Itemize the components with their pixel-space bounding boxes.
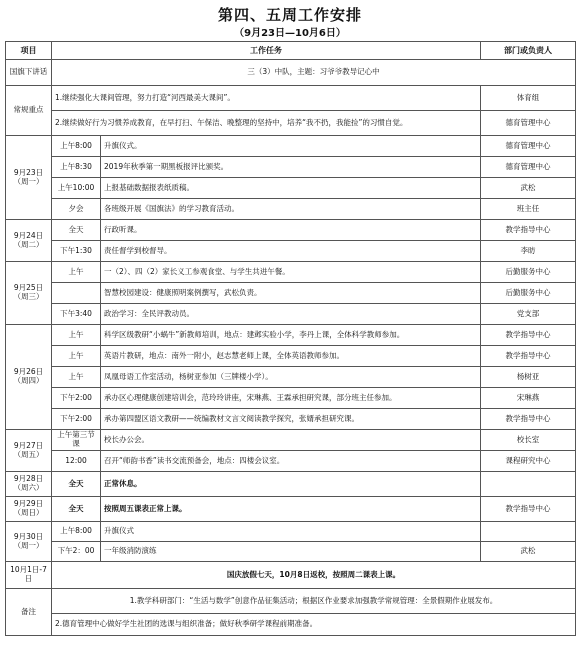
date-cell: 9月30日（周一） — [6, 522, 52, 562]
table-row — [6, 220, 576, 241]
dept-cell: 教学指导中心 — [481, 409, 576, 430]
time-cell: 上午第三节课 — [52, 430, 101, 451]
time-cell: 上午8:00 — [52, 136, 101, 157]
date-cell: 9月26日（周四） — [6, 325, 52, 430]
time-cell: 下午2：00 — [52, 542, 101, 562]
table-row — [6, 136, 576, 157]
table-row — [6, 325, 576, 346]
time-cell: 上午8:30 — [52, 157, 101, 178]
dept-cell: 教学指导中心 — [481, 325, 576, 346]
task-cell: 上报基础数据报表纸质稿。 — [101, 178, 481, 199]
time-cell: 下午1:30 — [52, 241, 101, 262]
note-cell: 2.德育管理中心做好学生社团的选课与组织准备；做好秋季研学课程前期准备。 — [52, 614, 576, 636]
date-cell: 9月29日（周日） — [6, 497, 52, 522]
dept-cell: 教学指导中心 — [481, 346, 576, 367]
table-row — [6, 304, 576, 325]
task-cell: 召开“师韵书香”读书交流预备会，地点：四楼会议室。 — [101, 451, 481, 472]
time-cell: 上午 — [52, 325, 101, 346]
task-cell: 1.继续强化大课间管理，努力打造“河西最美大课间”。 — [52, 86, 481, 111]
header-project: 项目 — [6, 42, 52, 60]
dept-cell: 武松 — [481, 542, 576, 562]
dept-cell: 班主任 — [481, 199, 576, 220]
table-row — [6, 614, 576, 636]
table-row — [6, 562, 576, 589]
dept-cell: 后勤服务中心 — [481, 262, 576, 283]
dept-cell: 体育组 — [481, 86, 576, 111]
task-cell: 承办区心理健康创建培训会，范玲玲讲座，宋琳燕、王霖承担研究课，部分班主任参加。 — [101, 388, 481, 409]
date-cell: 9月24日（周二） — [6, 220, 52, 262]
table-row — [6, 346, 576, 367]
table-row — [6, 542, 576, 562]
dept-cell: 教学指导中心 — [481, 497, 576, 522]
table-row — [6, 367, 576, 388]
time-cell: 下午2:00 — [52, 388, 101, 409]
dept-cell: 德育管理中心 — [481, 136, 576, 157]
task-cell: 一年级消防演练 — [101, 542, 481, 562]
table-header-row — [6, 42, 576, 60]
dept-cell: 校长室 — [481, 430, 576, 451]
date-cell: 10月1日-7日 — [6, 562, 52, 589]
note-cell: 1.教学科研部门：“生活与数学”创意作品征集活动；根据区作业要求加强教学常规管理：全景假期作业展发布。 — [52, 589, 576, 614]
table-row — [6, 283, 576, 304]
task-cell: 校长办公会。 — [101, 430, 481, 451]
time-cell: 下午3:40 — [52, 304, 101, 325]
task-cell: 国庆放假七天，10月8日返校，按照周二课表上课。 — [52, 562, 576, 589]
task-cell: 智慧校园建设：健康照明案例撰写，武松负责。 — [101, 283, 481, 304]
dept-cell: 德育管理中心 — [481, 111, 576, 136]
task-cell: 按照周五课表正常上课。 — [101, 497, 481, 522]
time-cell: 上午8:00 — [52, 522, 101, 542]
dept-cell: 教学指导中心 — [481, 220, 576, 241]
table-row — [6, 199, 576, 220]
header-task: 工作任务 — [52, 42, 481, 60]
table-row — [6, 472, 576, 497]
dept-cell: 德育管理中心 — [481, 157, 576, 178]
task-cell: 政治学习：全民评教动员。 — [101, 304, 481, 325]
page-title: 第四、五周工作安排 — [217, 6, 362, 24]
dept-cell — [481, 472, 576, 497]
table-row — [6, 157, 576, 178]
task-cell: 承办第四盟区语文教研——统编教材文言文阅读教学探究，张婿承担研究课。 — [101, 409, 481, 430]
row-label: 国旗下讲话 — [6, 60, 52, 86]
table-row — [6, 86, 576, 111]
task-cell: 2.继续做好行为习惯养成教育，在早打扫、午保洁、晚整理的坚持中，培养“我不扔，我能捡”的习惯自觉。 — [52, 111, 481, 136]
table-row — [6, 241, 576, 262]
dept-cell: 后勤服务中心 — [481, 283, 576, 304]
dept-cell — [481, 522, 576, 542]
task-cell: 凤凰母语工作室活动，杨树亚参加（三牌楼小学）。 — [101, 367, 481, 388]
schedule-table — [5, 41, 576, 636]
dept-cell: 党支部 — [481, 304, 576, 325]
dept-cell: 武松 — [481, 178, 576, 199]
table-row — [6, 388, 576, 409]
date-cell: 9月25日（周三） — [6, 262, 52, 325]
row-label: 备注 — [6, 589, 52, 636]
task-cell: 正常休息。 — [101, 472, 481, 497]
page-subtitle: （9月23日—10月6日） — [234, 28, 346, 39]
table-row — [6, 111, 576, 136]
task-cell: 各班级开展《国旗法》的学习教育活动。 — [101, 199, 481, 220]
task-cell: 升旗仪式。 — [101, 136, 481, 157]
task-cell: 英语片教研，地点：南外一附小，赵志慧老师上课，全体英语教师参加。 — [101, 346, 481, 367]
dept-cell: 杨树亚 — [481, 367, 576, 388]
table-row — [6, 451, 576, 472]
time-cell: 全天 — [52, 497, 101, 522]
header-dept: 部门或负责人 — [481, 42, 576, 60]
dept-cell: 宋琳燕 — [481, 388, 576, 409]
table-row — [6, 178, 576, 199]
date-cell: 9月28日（周六） — [6, 472, 52, 497]
table-row — [6, 589, 576, 614]
row-label: 常规重点 — [6, 86, 52, 136]
time-cell: 全天 — [52, 220, 101, 241]
table-row — [6, 430, 576, 451]
time-cell: 12:00 — [52, 451, 101, 472]
date-cell: 9月23日（周一） — [6, 136, 52, 220]
task-cell: 行政听课。 — [101, 220, 481, 241]
task-cell: 责任督学到校督导。 — [101, 241, 481, 262]
task-cell: 科学区级教研“小蜗牛”新教师培训，地点：建邺实验小学，李丹上课，全体科学教师参加。 — [101, 325, 481, 346]
table-row — [6, 409, 576, 430]
time-cell: 上午 — [52, 367, 101, 388]
time-cell: 上午 — [52, 262, 101, 283]
time-cell: 上午 — [52, 346, 101, 367]
date-cell: 9月27日（周五） — [6, 430, 52, 472]
task-cell: 三（3）中队，主题：习爷爷教导记心中 — [52, 60, 576, 86]
time-cell: 上午10:00 — [52, 178, 101, 199]
task-cell: 一（2）、四（2）家长义工参观食堂、与学生共进午餐。 — [101, 262, 481, 283]
dept-cell: 课程研究中心 — [481, 451, 576, 472]
task-cell: 升旗仪式 — [101, 522, 481, 542]
time-cell — [52, 283, 101, 304]
task-cell: 2019年秋季第一期黑板报评比颁奖。 — [101, 157, 481, 178]
time-cell: 夕会 — [52, 199, 101, 220]
time-cell: 下午2:00 — [52, 409, 101, 430]
dept-cell: 李昉 — [481, 241, 576, 262]
table-row — [6, 262, 576, 283]
table-row — [6, 60, 576, 86]
table-row — [6, 522, 576, 542]
table-row — [6, 497, 576, 522]
time-cell: 全天 — [52, 472, 101, 497]
